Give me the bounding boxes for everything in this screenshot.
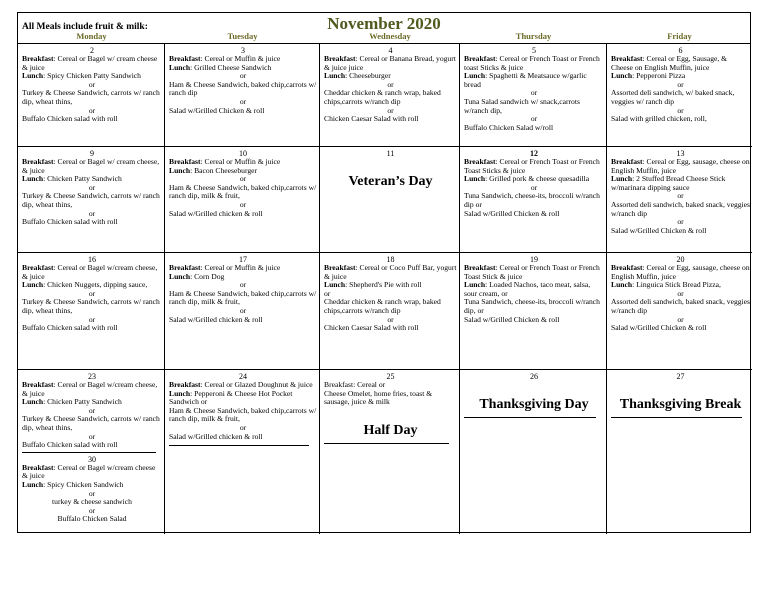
day-cell bbox=[460, 44, 607, 147]
menu-line: or bbox=[677, 79, 684, 89]
menu-line: Lunch: Linguica Stick Bread Pizza, bbox=[611, 280, 721, 290]
menu-line: or bbox=[88, 505, 96, 515]
menu-line: Salad w/Grilled Chicken & roll bbox=[464, 314, 560, 324]
day-number: 6 bbox=[678, 46, 683, 55]
menu-line: Turkey & Cheese Sandwich, carrots w/ ranch dip, wheat thins, bbox=[22, 191, 160, 209]
menu-line: Lunch: Grilled pork & cheese quesadilla bbox=[464, 174, 590, 184]
menu-line: Turkey & Cheese Sandwich, carrots w/ ranch dip, wheat thins, bbox=[22, 88, 160, 106]
menu-calendar bbox=[17, 12, 751, 533]
menu-line: or bbox=[239, 422, 247, 432]
menu-line: or bbox=[88, 405, 96, 415]
menu-line: Salad w/Grilled chicken & roll bbox=[169, 208, 263, 218]
menu-line: or bbox=[88, 488, 96, 498]
day-number: 10 bbox=[239, 149, 247, 158]
day-cell bbox=[165, 370, 320, 534]
menu-line: Assorted deli sandwich, baked snack, veggies w/ranch dip bbox=[611, 199, 750, 218]
day-number: 5 bbox=[532, 46, 536, 55]
menu-line: Breakfast: Cereal or Bagel w/cream cheese, & juice bbox=[22, 380, 158, 398]
holiday-label: Thanksgiving Break bbox=[619, 397, 742, 412]
meal-label: Breakfast bbox=[22, 263, 54, 272]
menu-line: or bbox=[88, 105, 96, 115]
day-number: 11 bbox=[386, 149, 395, 158]
day-number: 12 bbox=[530, 149, 538, 158]
menu-line: Cheddar chicken & ranch wrap, baked chips,carrots w/ranch dip bbox=[324, 88, 441, 106]
meal-label: Lunch bbox=[464, 174, 486, 184]
menu-line: Breakfast: Cereal or French Toast or French Toast Stick & juice bbox=[464, 263, 600, 281]
meal-label: Lunch bbox=[169, 271, 191, 281]
meal-label: Breakfast bbox=[464, 54, 496, 63]
day-cell bbox=[18, 147, 165, 253]
day-cell bbox=[607, 253, 752, 370]
day-number: 26 bbox=[530, 372, 538, 381]
menu-line: Buffalo Chicken Salad bbox=[57, 514, 127, 524]
day-number: 4 bbox=[388, 46, 393, 55]
menu-line: Buffalo Chicken salad with roll bbox=[22, 217, 118, 227]
day-number: 13 bbox=[676, 149, 685, 158]
menu-line: Lunch: Spicy Chicken Sandwich bbox=[22, 479, 124, 489]
menu-line: Breakfast: Cereal or Egg, sausage, cheese on English Muffin, juice bbox=[611, 263, 750, 281]
menu-line: or bbox=[387, 79, 394, 89]
menu-line: or bbox=[88, 79, 96, 89]
menu-line: Salad with grilled chicken, roll, bbox=[611, 114, 707, 124]
menu-line: Ham & Cheese Sandwich, baked chip,carrots w/ ranch dip bbox=[169, 79, 317, 98]
cell-divider bbox=[22, 452, 156, 453]
day-cell bbox=[18, 370, 165, 534]
meal-label: Breakfast bbox=[169, 263, 201, 272]
menu-line: Breakfast: Cereal or Muffin & juice bbox=[169, 157, 281, 166]
menu-line: Chicken Caesar Salad with roll bbox=[324, 114, 419, 124]
day-cell bbox=[165, 44, 320, 147]
menu-line: Breakfast: Cereal or Muffin & juice bbox=[169, 54, 281, 63]
menu-line: turkey & cheese sandwich bbox=[52, 497, 132, 507]
day-cell bbox=[165, 253, 320, 370]
meal-label: Breakfast bbox=[169, 380, 201, 389]
menu-line: Breakfast: Cereal or bbox=[324, 380, 386, 389]
meal-label: Breakfast bbox=[22, 54, 54, 63]
menu-line: Ham & Cheese Sandwich, baked chip,carrots w/ ranch dip, milk & fruit, bbox=[169, 405, 317, 424]
menu-line: Breakfast: Cereal or Muffin & juice bbox=[169, 263, 281, 272]
calendar-header bbox=[18, 13, 750, 44]
day-number: 30 bbox=[88, 454, 96, 464]
meal-label: Breakfast bbox=[169, 54, 201, 63]
day-cell bbox=[607, 370, 752, 534]
meal-label: Breakfast bbox=[22, 380, 54, 389]
holiday-label: Veteran’s Day bbox=[348, 174, 433, 189]
menu-line: or bbox=[88, 288, 96, 298]
menu-line: or bbox=[677, 105, 684, 115]
meal-label: Lunch bbox=[464, 71, 486, 81]
calendar-grid bbox=[18, 44, 750, 532]
meal-label: Lunch bbox=[324, 71, 346, 81]
menu-line: Lunch: Spaghetti & Meatsauce w/garlic bread bbox=[464, 71, 587, 89]
menu-line: or bbox=[530, 88, 538, 98]
menu-line: or bbox=[239, 305, 247, 315]
meal-label: Breakfast bbox=[611, 54, 643, 63]
day-number: 18 bbox=[386, 255, 395, 264]
meal-label: Lunch bbox=[169, 62, 191, 72]
menu-line: or bbox=[239, 280, 247, 290]
meal-label: Lunch bbox=[22, 280, 44, 290]
menu-line: Tuna Salad sandwich w/ snack,carrots w/ranch dip, bbox=[464, 96, 580, 115]
meal-label: Lunch bbox=[22, 174, 44, 184]
menu-line: Salad w/Grilled Chicken & roll bbox=[464, 208, 560, 218]
meal-label: Lunch bbox=[169, 388, 191, 398]
menu-line: or bbox=[239, 96, 247, 106]
meal-label: Breakfast bbox=[324, 263, 356, 272]
meal-label: Lunch bbox=[324, 280, 346, 290]
day-number: 3 bbox=[241, 46, 245, 55]
menu-line: Cheese Omelet, home fries, toast & sausage, juice & milk bbox=[324, 388, 433, 407]
menu-line: Salad w/Grilled chicken & roll bbox=[169, 431, 263, 441]
menu-line: Lunch: Chicken Patty Sandwich bbox=[22, 397, 122, 407]
menu-line: Buffalo Chicken salad with roll bbox=[22, 440, 118, 450]
menu-line: or bbox=[88, 182, 96, 192]
dayname-friday: Friday bbox=[667, 31, 692, 41]
menu-line: Salad w/Grilled Chicken & roll bbox=[611, 323, 707, 333]
menu-line: Breakfast: Cereal or Egg, sausage, cheese on English Muffin, juice bbox=[611, 157, 750, 175]
menu-line: or bbox=[324, 288, 331, 298]
day-cell bbox=[607, 44, 752, 147]
menu-line: Breakfast: Cereal or Bagel w/ cream cheese, & juice bbox=[22, 157, 160, 175]
menu-line: Salad w/Grilled chicken & roll bbox=[169, 314, 263, 324]
menu-line: or bbox=[387, 105, 394, 115]
menu-line: Lunch: Pepperoni Pizza bbox=[611, 71, 686, 81]
menu-line: Cheddar chicken & ranch wrap, baked chips,carrots w/ranch dip bbox=[324, 297, 441, 315]
menu-line: Lunch: Pepperoni & Cheese Hot Pocket Sandwich or bbox=[169, 388, 293, 407]
menu-line: Breakfast: Cereal or Banana Bread, yogurt & juice juice bbox=[324, 54, 456, 72]
menu-line: Lunch: Chicken Patty Sandwich bbox=[22, 174, 122, 184]
menu-line: Breakfast: Cereal or Bagel w/cream cheese & juice bbox=[22, 462, 156, 481]
menu-line: or bbox=[239, 71, 247, 81]
meal-label: Lunch bbox=[22, 397, 44, 407]
menu-line: or bbox=[239, 199, 247, 209]
day-cell bbox=[18, 44, 165, 147]
day-cell bbox=[320, 253, 460, 370]
menu-line: or bbox=[530, 182, 538, 192]
menu-line: or bbox=[677, 314, 684, 324]
day-cell bbox=[460, 147, 607, 253]
meal-label: Lunch bbox=[611, 280, 633, 290]
meal-label: Breakfast bbox=[324, 54, 356, 63]
menu-line: Lunch: Corn Dog bbox=[169, 271, 225, 281]
day-number: 20 bbox=[676, 255, 685, 264]
menu-line: Lunch: Loaded Nachos, taco meat, salsa, sour cream, or bbox=[464, 280, 591, 298]
meal-label: Breakfast bbox=[464, 157, 496, 166]
menu-line: Breakfast: Cereal or French Toast or French Toast Sticks & juice bbox=[464, 157, 600, 175]
meal-label: Lunch bbox=[22, 479, 44, 489]
menu-line: Chicken Caesar Salad with roll bbox=[324, 323, 419, 333]
blank-line-rule bbox=[169, 445, 309, 446]
menu-line: or bbox=[530, 114, 538, 124]
menu-line: Tuna Sandwich, cheese-its, broccoli w/ranch dip or bbox=[464, 191, 600, 209]
menu-line: Breakfast: Cereal or French Toast or French toast Sticks & juice bbox=[464, 54, 600, 72]
dayname-wednesday: Wednesday bbox=[369, 31, 411, 41]
meal-label: Lunch bbox=[464, 280, 486, 290]
blank-line-rule bbox=[324, 443, 449, 444]
meal-label: Breakfast bbox=[611, 157, 643, 166]
meal-label: Lunch bbox=[611, 174, 633, 184]
menu-line: Lunch: Chicken Nuggets, dipping sauce, bbox=[22, 280, 148, 290]
menu-line: Turkey & Cheese Sandwich, carrots w/ ranch dip, wheat thins, bbox=[22, 297, 160, 315]
dayname-tuesday: Tuesday bbox=[227, 31, 258, 41]
meal-label: Breakfast bbox=[22, 462, 54, 472]
day-cell bbox=[320, 147, 460, 253]
menu-line: or bbox=[239, 174, 247, 184]
menu-line: Lunch: 2 Stuffed Bread Cheese Stick w/marinara dipping sauce bbox=[611, 174, 726, 192]
day-number: 17 bbox=[239, 255, 247, 264]
menu-line: Assorted deli sandwich, w/ baked snack, veggies w/ ranch dip bbox=[611, 88, 735, 106]
menu-line: or bbox=[88, 208, 96, 218]
menu-line: Lunch: Shepherd's Pie with roll bbox=[324, 280, 422, 290]
menu-line: Lunch: Grilled Cheese Sandwich bbox=[169, 62, 272, 72]
meal-note: All Meals include fruit & milk: bbox=[22, 22, 148, 32]
blank-line-rule bbox=[611, 417, 742, 418]
day-cell bbox=[460, 370, 607, 534]
menu-line: Buffalo Chicken salad with roll bbox=[22, 323, 118, 333]
menu-line: Salad w/Grilled Chicken & roll bbox=[169, 105, 265, 115]
menu-line: Breakfast: Cereal or Bagel w/ cream cheese & juice bbox=[22, 54, 158, 72]
day-number: 25 bbox=[386, 372, 395, 381]
menu-line: Breakfast: Cereal or Coco Puff Bar, yogurt & juice bbox=[324, 263, 457, 281]
menu-line: Lunch: Spicy Chicken Patty Sandwich bbox=[22, 71, 141, 81]
day-number: 24 bbox=[239, 372, 247, 381]
meal-label: Breakfast bbox=[611, 263, 643, 272]
day-number: 9 bbox=[90, 149, 94, 158]
dayname-monday: Monday bbox=[76, 31, 107, 41]
menu-line: Lunch: Bacon Cheeseburger bbox=[169, 165, 258, 175]
day-cell bbox=[607, 147, 752, 253]
day-cell bbox=[165, 147, 320, 253]
month-title: November 2020 bbox=[327, 14, 441, 33]
meal-label: Lunch bbox=[611, 71, 633, 81]
menu-line: or bbox=[88, 314, 96, 324]
menu-line: or bbox=[387, 314, 394, 324]
menu-line: or bbox=[677, 288, 684, 298]
day-cell bbox=[460, 253, 607, 370]
menu-line: Lunch: Cheeseburger bbox=[324, 71, 391, 81]
holiday-label: Thanksgiving Day bbox=[479, 397, 589, 412]
day-number: 16 bbox=[88, 255, 96, 264]
menu-line: Assorted deli sandwich, baked snack, veggies w/ranch dip bbox=[611, 297, 750, 315]
menu-line: or bbox=[88, 431, 96, 441]
menu-line: or bbox=[677, 191, 684, 201]
menu-line: Buffalo Chicken salad with roll bbox=[22, 114, 118, 124]
menu-line: Ham & Cheese Sandwich, baked chip,carrots w/ ranch dip, milk & fruit, bbox=[169, 182, 317, 201]
meal-label: Breakfast bbox=[22, 157, 54, 166]
day-number: 2 bbox=[90, 46, 94, 55]
day-cell bbox=[320, 44, 460, 147]
day-number: 23 bbox=[88, 372, 96, 381]
menu-line: Turkey & Cheese Sandwich, carrots w/ ranch dip, wheat thins, bbox=[22, 414, 160, 432]
menu-line: Breakfast: Cereal or Egg, Sausage, & Cheese on English Muffin, juice bbox=[611, 54, 728, 72]
menu-line: Tuna Sandwich, cheese-its, broccoli w/ranch dip, or bbox=[464, 297, 600, 315]
menu-line: Breakfast: Cereal or Bagel w/cream cheese, & juice bbox=[22, 263, 158, 281]
holiday-label: Half Day bbox=[363, 422, 418, 438]
menu-line: Salad w/Grilled Chicken & roll bbox=[611, 225, 707, 235]
day-cell bbox=[320, 370, 460, 534]
dayname-thursday: Thursday bbox=[515, 31, 552, 41]
day-cell bbox=[18, 253, 165, 370]
day-number: 27 bbox=[676, 372, 685, 381]
menu-line: Ham & Cheese Sandwich, baked chip,carrots w/ ranch dip, milk & fruit, bbox=[169, 288, 317, 307]
meal-label: Lunch bbox=[22, 71, 44, 81]
menu-line: Breakfast: Cereal or Glazed Doughnut & juice bbox=[169, 380, 313, 389]
meal-label: Breakfast bbox=[169, 157, 201, 166]
menu-line: or bbox=[677, 217, 684, 227]
blank-line-rule bbox=[464, 417, 596, 418]
meal-label: Breakfast bbox=[464, 263, 496, 272]
meal-label: Lunch bbox=[169, 165, 191, 175]
day-number: 19 bbox=[530, 255, 538, 264]
menu-line: Buffalo Chicken Salad w/roll bbox=[464, 122, 554, 132]
